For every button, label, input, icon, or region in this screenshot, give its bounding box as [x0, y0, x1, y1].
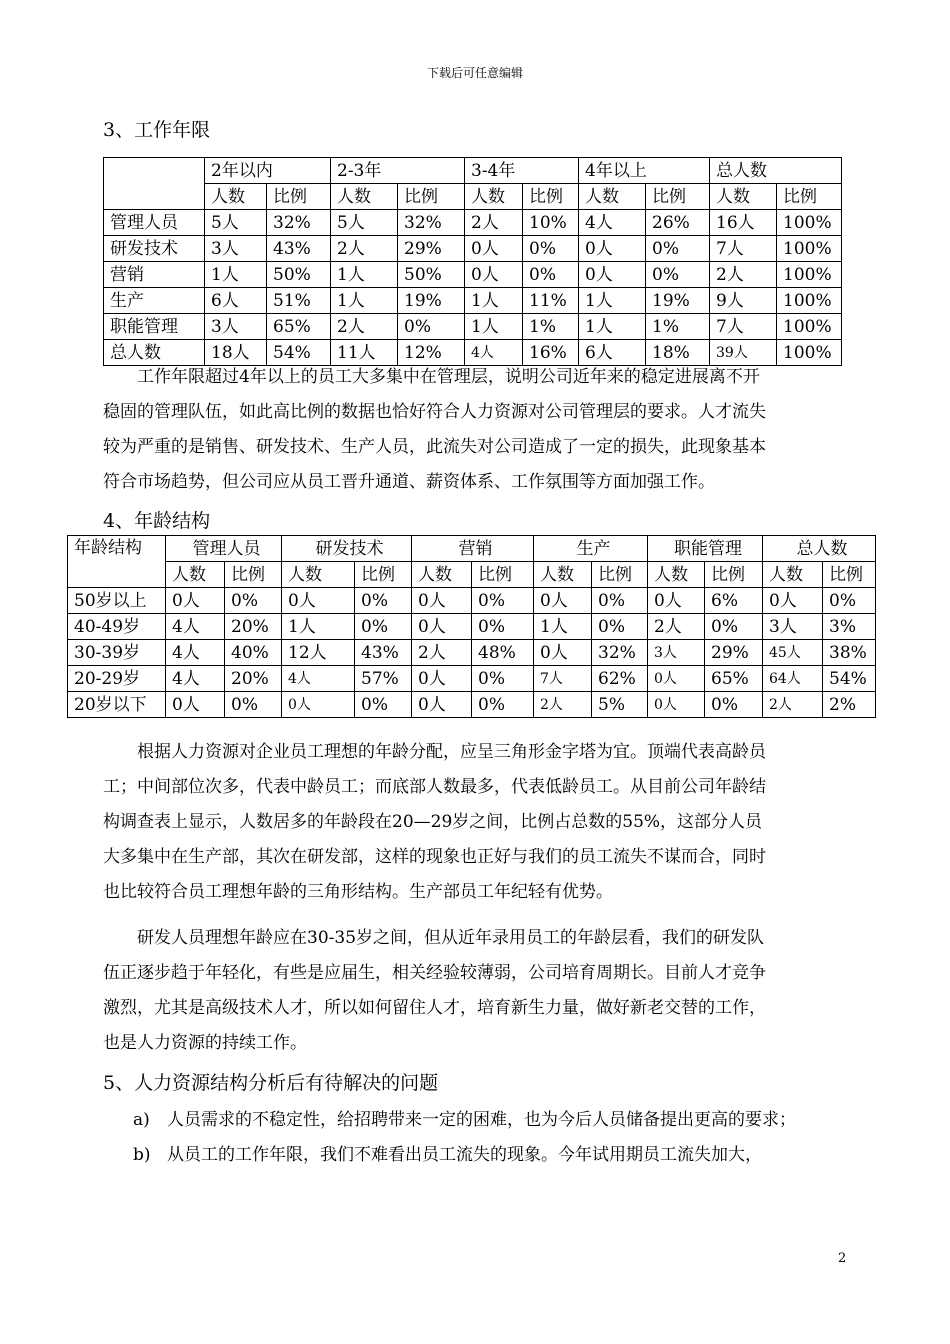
- list-marker: a): [133, 1110, 150, 1130]
- sub-header: 人数: [331, 184, 398, 210]
- paragraph-line: 也比较符合员工理想年龄的三角形结构。生产部员工年纪轻有优势。: [103, 882, 613, 902]
- table-cell: 100%: [777, 210, 842, 236]
- group-header: 3-4年: [465, 158, 579, 184]
- sub-header: 人数: [763, 562, 823, 588]
- table-cell: 0%: [472, 692, 534, 718]
- sub-header: 人数: [648, 562, 705, 588]
- table-cell: 0人: [579, 262, 646, 288]
- table-cell: 0人: [465, 262, 523, 288]
- section-5-title: 5、人力资源结构分析后有待解决的问题: [103, 1072, 439, 1094]
- sub-header: 人数: [465, 184, 523, 210]
- table-cell: 7人: [534, 666, 592, 692]
- table-cell: 18人: [205, 340, 267, 366]
- table-cell: 0人: [648, 666, 705, 692]
- table-cell: 1%: [523, 314, 579, 340]
- age-paragraph-2: [103, 921, 848, 1061]
- table-cell: 0%: [355, 692, 412, 718]
- table-cell: 0人: [534, 640, 592, 666]
- paragraph-line: 也是人力资源的持续工作。: [103, 1033, 307, 1053]
- table-cell: 16%: [523, 340, 579, 366]
- table-cell: 4人: [166, 666, 225, 692]
- row-label: 30-39岁: [68, 640, 166, 666]
- row-label: 管理人员: [104, 210, 205, 236]
- sub-header: 人数: [166, 562, 225, 588]
- paragraph-line: 激烈，尤其是高级技术人才，所以如何留住人才，培育新生力量，做好新老交替的工作，: [103, 998, 766, 1018]
- table-cell: 6人: [205, 288, 267, 314]
- corner-cell: [104, 158, 205, 210]
- table-cell: 19%: [646, 288, 710, 314]
- table-row: [104, 262, 842, 288]
- table-cell: 29%: [398, 236, 465, 262]
- paragraph-line: 研发人员理想年龄应在30-35岁之间，但从近年录用员工的年龄层看，我们的研发队: [137, 928, 765, 948]
- table-cell: 32%: [398, 210, 465, 236]
- table-row: [104, 314, 842, 340]
- table-cell: 32%: [267, 210, 331, 236]
- table-cell: 1人: [282, 614, 355, 640]
- sub-header: 比例: [705, 562, 763, 588]
- sub-header: 比例: [777, 184, 842, 210]
- table-cell: 51%: [267, 288, 331, 314]
- table-cell: 50%: [267, 262, 331, 288]
- table-cell: 2%: [823, 692, 876, 718]
- group-header: 管理人员: [166, 536, 282, 562]
- sub-header: 比例: [472, 562, 534, 588]
- paragraph-line: 大多集中在生产部，其次在研发部，这样的现象也正好与我们的员工流失不谋而合，同时: [103, 847, 766, 867]
- table-cell: 32%: [592, 640, 648, 666]
- list-item: [133, 1103, 848, 1138]
- table-cell: 20%: [225, 666, 282, 692]
- table-row: [68, 614, 876, 640]
- sub-header: 比例: [355, 562, 412, 588]
- table-cell: 3%: [823, 614, 876, 640]
- table-cell: 0人: [465, 236, 523, 262]
- table-cell: 3人: [648, 640, 705, 666]
- table-cell: 0%: [823, 588, 876, 614]
- table-cell: 100%: [777, 262, 842, 288]
- group-header: 4年以上: [579, 158, 710, 184]
- table-cell: 6人: [579, 340, 646, 366]
- table-cell: 0%: [398, 314, 465, 340]
- table-cell: 2人: [331, 236, 398, 262]
- table-cell: 12人: [282, 640, 355, 666]
- table-cell: 0人: [282, 692, 355, 718]
- table-cell: 0%: [355, 614, 412, 640]
- table-cell: 2人: [710, 262, 777, 288]
- table-cell: 0%: [705, 614, 763, 640]
- corner-cell: 年龄结构: [68, 536, 166, 588]
- table-cell: 2人: [648, 614, 705, 640]
- header-row: [68, 536, 876, 562]
- table-cell: 100%: [777, 236, 842, 262]
- sub-header: 比例: [398, 184, 465, 210]
- table-cell: 45人: [763, 640, 823, 666]
- table-cell: 4人: [579, 210, 646, 236]
- table-cell: 0%: [705, 692, 763, 718]
- table-cell: 0%: [646, 236, 710, 262]
- sub-header: 比例: [523, 184, 579, 210]
- table-cell: 2人: [534, 692, 592, 718]
- list-item: [133, 1138, 848, 1173]
- issue-list: [133, 1103, 848, 1173]
- table-cell: 100%: [777, 340, 842, 366]
- table-cell: 54%: [267, 340, 331, 366]
- table-cell: 43%: [355, 640, 412, 666]
- sub-header: 比例: [646, 184, 710, 210]
- table-cell: 54%: [823, 666, 876, 692]
- table-row: [104, 236, 842, 262]
- table-cell: 29%: [705, 640, 763, 666]
- table-cell: 0人: [763, 588, 823, 614]
- table-cell: 1人: [534, 614, 592, 640]
- group-header: 职能管理: [648, 536, 763, 562]
- paragraph-line: 稳固的管理队伍，如此高比例的数据也恰好符合人力资源对公司管理层的要求。人才流失: [103, 402, 766, 422]
- table-cell: 4人: [282, 666, 355, 692]
- table-cell: 65%: [267, 314, 331, 340]
- sub-header: 比例: [592, 562, 648, 588]
- subheader-row: [104, 184, 842, 210]
- table-cell: 6%: [705, 588, 763, 614]
- table-cell: 100%: [777, 314, 842, 340]
- table-cell: 0人: [282, 588, 355, 614]
- table-cell: 0人: [412, 588, 472, 614]
- table-cell: 38%: [823, 640, 876, 666]
- group-header: 2-3年: [331, 158, 465, 184]
- row-label: 研发技术: [104, 236, 205, 262]
- table-cell: 0%: [472, 666, 534, 692]
- group-header: 总人数: [710, 158, 842, 184]
- row-label: 总人数: [104, 340, 205, 366]
- table-cell: 0人: [412, 666, 472, 692]
- table-cell: 1人: [331, 288, 398, 314]
- section-3-title: 3、工作年限: [103, 119, 211, 141]
- paragraph-line: 较为严重的是销售、研发技术、生产人员，此流失对公司造成了一定的损失，此现象基本: [103, 437, 766, 457]
- table-cell: 5人: [205, 210, 267, 236]
- table-cell: 0人: [648, 588, 705, 614]
- age-paragraph-1: [103, 735, 848, 910]
- table-cell: 2人: [412, 640, 472, 666]
- table-cell: 62%: [592, 666, 648, 692]
- table-cell: 2人: [331, 314, 398, 340]
- paragraph-line: 工；中间部位次多，代表中龄员工；而底部人数最多，代表低龄员工。从目前公司年龄结: [103, 777, 766, 797]
- table-cell: 16人: [710, 210, 777, 236]
- group-header: 生产: [534, 536, 648, 562]
- table-cell: 0%: [592, 614, 648, 640]
- row-label: 营销: [104, 262, 205, 288]
- table-cell: 43%: [267, 236, 331, 262]
- table-cell: 3人: [763, 614, 823, 640]
- table-cell: 7人: [710, 236, 777, 262]
- sub-header: 人数: [710, 184, 777, 210]
- table-cell: 0%: [472, 614, 534, 640]
- sub-header: 人数: [579, 184, 646, 210]
- table-cell: 2人: [465, 210, 523, 236]
- table-cell: 12%: [398, 340, 465, 366]
- sub-header: 人数: [534, 562, 592, 588]
- table-cell: 1人: [465, 314, 523, 340]
- table-cell: 0人: [648, 692, 705, 718]
- table-cell: 4人: [166, 640, 225, 666]
- work-years-table: [103, 157, 842, 366]
- table-cell: 65%: [705, 666, 763, 692]
- table-cell: 10%: [523, 210, 579, 236]
- table-cell: 19%: [398, 288, 465, 314]
- table-cell: 0人: [412, 692, 472, 718]
- row-label: 20岁以下: [68, 692, 166, 718]
- table-cell: 1人: [579, 314, 646, 340]
- table-cell: 1人: [579, 288, 646, 314]
- paragraph-line: 伍正逐步趋于年轻化，有些是应届生，相关经验较薄弱，公司培育周期长。目前人才竞争: [103, 963, 766, 983]
- table-cell: 4人: [465, 340, 523, 366]
- table-cell: 0人: [412, 614, 472, 640]
- list-item-text: 人员需求的不稳定性，给招聘带来一定的困难，也为今后人员储备提出更高的要求；: [167, 1110, 796, 1130]
- sub-header: 人数: [205, 184, 267, 210]
- row-label: 40-49岁: [68, 614, 166, 640]
- table-cell: 40%: [225, 640, 282, 666]
- table-cell: 9人: [710, 288, 777, 314]
- table-cell: 0%: [592, 588, 648, 614]
- table-cell: 0%: [523, 236, 579, 262]
- table-cell: 0人: [534, 588, 592, 614]
- sub-header: 比例: [225, 562, 282, 588]
- table-cell: 11人: [331, 340, 398, 366]
- subheader-row: [68, 562, 876, 588]
- table-cell: 0%: [355, 588, 412, 614]
- sub-header: 人数: [412, 562, 472, 588]
- table-cell: 0%: [225, 692, 282, 718]
- sub-header: 人数: [282, 562, 355, 588]
- table-cell: 18%: [646, 340, 710, 366]
- table-cell: 2人: [763, 692, 823, 718]
- table-cell: 20%: [225, 614, 282, 640]
- table-cell: 100%: [777, 288, 842, 314]
- paragraph-line: 根据人力资源对企业员工理想的年龄分配，应呈三角形金字塔为宜。顶端代表高龄员: [137, 742, 766, 762]
- table-cell: 0%: [225, 588, 282, 614]
- paragraph-line: 符合市场趋势，但公司应从员工晋升通道、薪资体系、工作氛围等方面加强工作。: [103, 472, 715, 492]
- table-cell: 57%: [355, 666, 412, 692]
- table-row: [68, 640, 876, 666]
- table-cell: 1人: [465, 288, 523, 314]
- table-cell: 48%: [472, 640, 534, 666]
- table-cell: 0%: [523, 262, 579, 288]
- group-header: 总人数: [763, 536, 876, 562]
- sub-header: 比例: [267, 184, 331, 210]
- table-cell: 3人: [205, 314, 267, 340]
- table-cell: 11%: [523, 288, 579, 314]
- table-cell: 1%: [646, 314, 710, 340]
- page-header: 下载后可任意编辑: [426, 66, 523, 80]
- table-cell: 64人: [763, 666, 823, 692]
- table-cell: 1人: [205, 262, 267, 288]
- table-row: [68, 588, 876, 614]
- row-label: 职能管理: [104, 314, 205, 340]
- header-row: [104, 158, 842, 184]
- table-cell: 50%: [398, 262, 465, 288]
- table-row: [68, 666, 876, 692]
- table-cell: 0人: [166, 588, 225, 614]
- table-cell: 0人: [166, 692, 225, 718]
- group-header: 研发技术: [282, 536, 412, 562]
- table-row: [68, 692, 876, 718]
- table-cell: 5人: [331, 210, 398, 236]
- table-row: [104, 288, 842, 314]
- page-number: 2: [838, 1251, 847, 1266]
- group-header: 2年以内: [205, 158, 331, 184]
- row-label: 生产: [104, 288, 205, 314]
- list-marker: b): [133, 1145, 151, 1165]
- list-item-text: 从员工的工作年限，我们不难看出员工流失的现象。今年试用期员工流失加大，: [167, 1145, 762, 1165]
- sub-header: 比例: [823, 562, 876, 588]
- group-header: 营销: [412, 536, 534, 562]
- row-label: 50岁以上: [68, 588, 166, 614]
- age-structure-table: [67, 535, 876, 718]
- table-cell: 26%: [646, 210, 710, 236]
- table-cell: 5%: [592, 692, 648, 718]
- section-4-title: 4、年龄结构: [103, 510, 211, 532]
- table-cell: 4人: [166, 614, 225, 640]
- table-cell: 0%: [646, 262, 710, 288]
- table-cell: 0%: [472, 588, 534, 614]
- table-row: [104, 210, 842, 236]
- table-cell: 39人: [710, 340, 777, 366]
- work-years-paragraph: [103, 360, 848, 500]
- paragraph-line: 构调查表上显示，人数居多的年龄段在20—29岁之间，比例占总数的55%，这部分人员: [103, 812, 763, 832]
- table-cell: 3人: [205, 236, 267, 262]
- row-label: 20-29岁: [68, 666, 166, 692]
- paragraph-line: 工作年限超过4年以上的员工大多集中在管理层，说明公司近年来的稳定进展离不开: [137, 367, 760, 387]
- table-cell: 0人: [579, 236, 646, 262]
- table-cell: 1人: [331, 262, 398, 288]
- table-cell: 7人: [710, 314, 777, 340]
